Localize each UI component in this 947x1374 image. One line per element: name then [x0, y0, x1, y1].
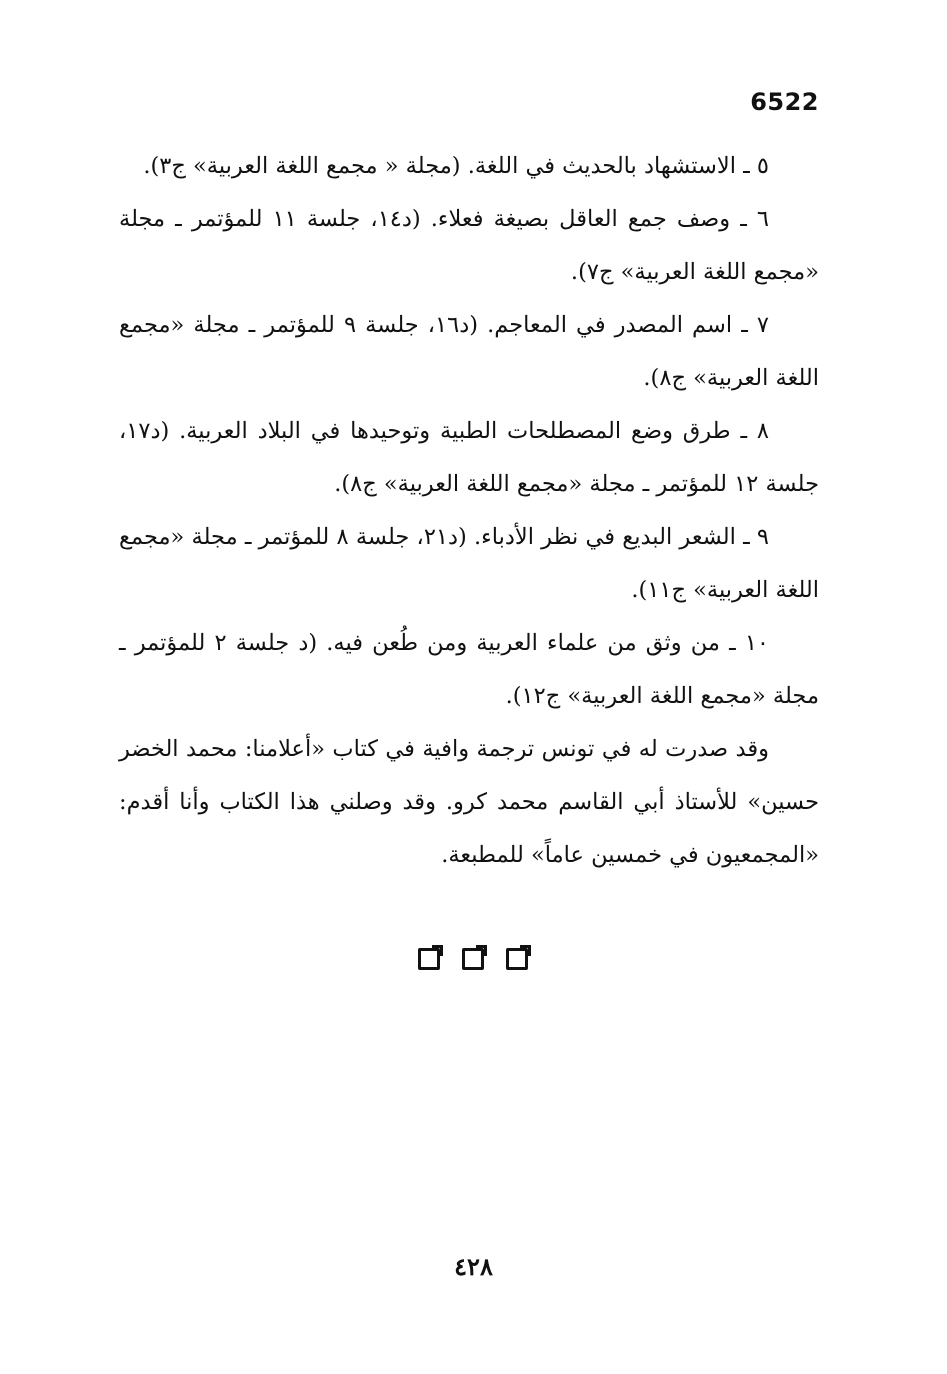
document-id: 6522 [750, 88, 819, 116]
page-number: ٤٢٨ [454, 1252, 493, 1281]
list-item: ١٠ ـ من وثق من علماء العربية ومن طُعن فيه. (د جلسة ٢ للمؤتمر ـ مجلة «مجمع اللغة العربية» ج١٢). [119, 630, 819, 709]
square-ornament-icon [506, 948, 528, 970]
square-ornament-icon [418, 948, 440, 970]
list-item: ٨ ـ طرق وضع المصطلحات الطبية وتوحيدها في البلاد العربية. (د١٧، جلسة ١٢ للمؤتمر ـ مجلة «مجمع اللغة العربية» ج٨). [119, 418, 819, 497]
list-item: ٦ ـ وصف جمع العاقل بصيغة فعلاء. (د١٤، جلسة ١١ للمؤتمر ـ مجلة «مجمع اللغة العربية» ج٧). [119, 206, 819, 285]
list-item: ٥ ـ الاستشهاد بالحديث في اللغة. (مجلة « مجمع اللغة العربية» ج٣). [143, 153, 769, 179]
body-text [119, 140, 819, 882]
closing-paragraph: وقد صدرت له في تونس ترجمة وافية في كتاب «أعلامنا: محمد الخضر حسين» للأستاذ أبي القاسم محمد كرو. وقد وصلني هذا الكتاب وأنا أقدم: «المجمعيون في خمسين عاماً» للمطبعة. [119, 736, 819, 868]
section-end-ornament [418, 942, 528, 976]
list-item: ٧ ـ اسم المصدر في المعاجم. (د١٦، جلسة ٩ للمؤتمر ـ مجلة «مجمع اللغة العربية» ج٨). [119, 312, 819, 391]
square-ornament-icon [462, 948, 484, 970]
list-item: ٩ ـ الشعر البديع في نظر الأدباء. (د٢١، جلسة ٨ للمؤتمر ـ مجلة «مجمع اللغة العربية» ج١١). [119, 524, 819, 603]
